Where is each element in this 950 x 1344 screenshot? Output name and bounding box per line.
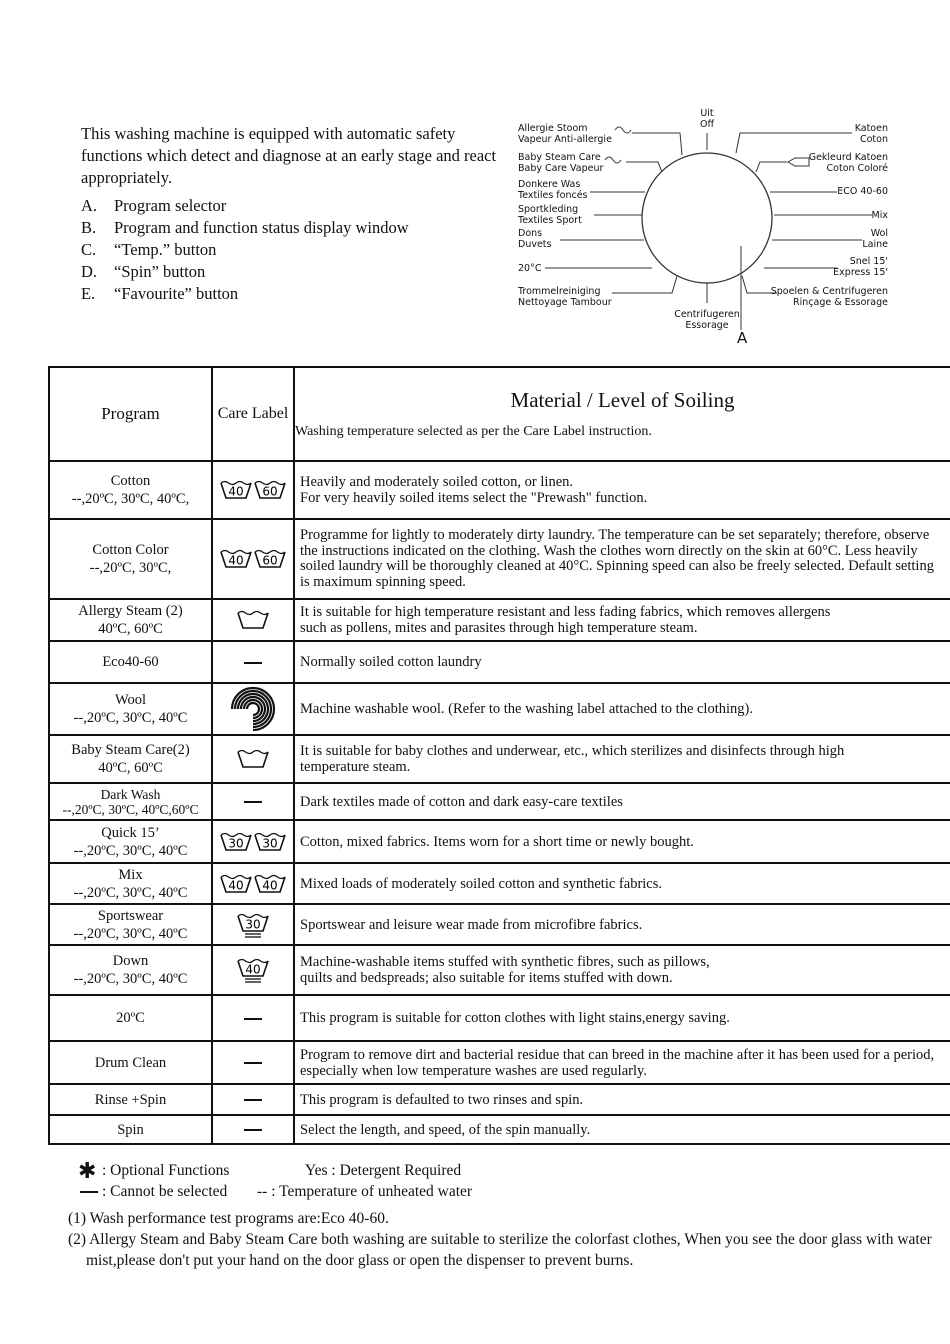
- list-text: “Spin” button: [114, 262, 206, 281]
- wash-tub-40-icon: [236, 957, 270, 983]
- dial-label-fr: Nettoyage Tambour: [518, 297, 612, 308]
- svg-text:30: 30: [245, 917, 261, 931]
- program-name: Cotton Color: [92, 542, 169, 558]
- header-program: Program: [49, 367, 212, 461]
- program-cell: [49, 904, 212, 945]
- program-temps: --,20ºC, 30ºC, 40ºC,: [71, 491, 190, 507]
- list-letter: E.: [81, 284, 96, 303]
- svg-text:40: 40: [228, 878, 244, 892]
- wash-tub-30-icon: [219, 831, 253, 853]
- dial-label-left: [518, 228, 551, 250]
- dial-label-left: [518, 152, 603, 174]
- description-cell: This program is defaulted to two rinses and spin.: [294, 1084, 950, 1115]
- program-temps: --,20ºC, 30ºC, 40ºC: [73, 842, 188, 859]
- program-cell: [49, 820, 212, 863]
- dial-label-fr: Baby Care Vapeur: [518, 163, 604, 174]
- svg-text:30: 30: [228, 836, 244, 850]
- dial-label-fr: Textiles Sport: [518, 215, 582, 226]
- care-label-cell: [212, 1041, 294, 1084]
- footer-notes: [68, 1160, 938, 1271]
- dial-label-left: [518, 123, 612, 145]
- list-text: Program selector: [114, 196, 227, 215]
- dial-label-left: [518, 204, 582, 226]
- program-table: [48, 366, 950, 1145]
- component-list-item: [81, 261, 511, 283]
- wash-tub-30-icon: [253, 831, 287, 853]
- program-name: Wool: [114, 692, 147, 708]
- dial-label-fr: Express 15': [833, 267, 888, 278]
- legend-optional: : Optional Functions: [102, 1162, 230, 1179]
- description-cell: It is suitable for baby clothes and underwear, etc., which sterilizes and disinfects through high temperature steam.: [294, 735, 950, 783]
- program-name: Spin: [117, 1121, 144, 1138]
- table-row: [49, 783, 950, 820]
- svg-text:40: 40: [262, 878, 278, 892]
- program-cell: [49, 461, 212, 519]
- dial-off-fr: Off: [699, 119, 715, 130]
- legend-cannot: : Cannot be selected: [102, 1183, 228, 1200]
- svg-text:40: 40: [228, 484, 244, 499]
- wash-tub-40-icon: [219, 479, 253, 501]
- list-letter: B.: [81, 218, 97, 237]
- wash-tub-60-icon: [253, 479, 287, 501]
- program-temps: --,20ºC, 30ºC, 40ºC: [73, 710, 188, 726]
- dial-label-nl: Snel 15': [849, 256, 888, 267]
- note-2: (2) Allergy Steam and Baby Steam Care both washing are suitable to sterilize the colorfast clothes, When you see the door glass with water mist,please don't put your hand on the door glass or open the dispenser to prevent burns.: [68, 1231, 932, 1269]
- table-row: [49, 683, 950, 735]
- program-selector-knob: [642, 153, 772, 283]
- list-text: “Temp.” button: [114, 240, 217, 259]
- program-temps: --,20ºC, 30ºC, 40ºC: [73, 925, 188, 942]
- dial-label-nl: Trommelreiniging: [518, 286, 601, 297]
- program-dial-diagram: [512, 100, 950, 355]
- table-row: [49, 461, 950, 519]
- not-applicable-dash-icon: [244, 801, 262, 803]
- intro-paragraph: This washing machine is equipped with automatic safety functions which detect and diagnose at an early stage and react appropriately.: [81, 124, 497, 187]
- dial-label-right: [837, 186, 888, 197]
- dial-label-fr: Laine: [862, 239, 888, 250]
- table-row: [49, 1041, 950, 1084]
- program-name: Sportswear: [97, 907, 164, 924]
- list-letter: C.: [81, 240, 97, 259]
- dial-label-nl: Wol: [870, 228, 888, 239]
- program-name: Allergy Steam (2): [78, 603, 183, 619]
- dial-label-nl: Mix: [871, 210, 888, 221]
- program-cell: [49, 783, 212, 820]
- care-label-cell: [212, 683, 294, 735]
- program-name: Cotton: [110, 473, 151, 489]
- care-label-cell: [212, 735, 294, 783]
- intro-section: [81, 123, 511, 305]
- description-cell: Machine washable wool. (Refer to the washing label attached to the clothing).: [294, 683, 950, 735]
- program-name: Mix: [118, 866, 143, 883]
- dial-label-nl: 20°C: [518, 263, 542, 274]
- wash-tub-30-icon: [236, 912, 270, 938]
- description-cell: Machine-washable items stuffed with synthetic fibres, such as pillows, quilts and bedspreads; also suitable for items stuffed with down.: [294, 945, 950, 995]
- table-row: [49, 904, 950, 945]
- list-text: Program and function status display window: [114, 218, 409, 237]
- program-name: Dark Wash: [100, 786, 161, 802]
- description-cell: Sportswear and leisure wear made from microfibre fabrics.: [294, 904, 950, 945]
- description-cell: Program to remove dirt and bacterial residue that can breed in the machine after it has been used for a period, especially when low temperature washes are used regularly.: [294, 1041, 950, 1084]
- dial-label-nl: Spoelen & Centrifugeren: [770, 286, 888, 297]
- list-letter: D.: [81, 262, 98, 281]
- dial-spin-fr: Essorage: [685, 320, 729, 331]
- description-cell: Cotton, mixed fabrics. Items worn for a short time or newly bought.: [294, 820, 950, 863]
- program-name: Drum Clean: [94, 1054, 167, 1071]
- not-applicable-dash-icon: [244, 1129, 262, 1131]
- program-cell: [49, 683, 212, 735]
- care-label-cell: [212, 995, 294, 1041]
- description-cell: It is suitable for high temperature resistant and less fading fabrics, which removes allergens such as pollens, mites and parasites through high temperature steam.: [294, 599, 950, 641]
- care-label-cell: [212, 519, 294, 599]
- program-cell: [49, 599, 212, 641]
- component-list-item: [81, 195, 511, 217]
- component-list-item: [81, 283, 511, 305]
- steam-wash-tub-icon: [236, 748, 270, 770]
- table-row: [49, 1084, 950, 1115]
- program-cell: [49, 945, 212, 995]
- wool-mark-icon: [230, 687, 276, 731]
- care-label-cell: [212, 1115, 294, 1144]
- care-label-cell: [212, 863, 294, 904]
- dial-label-right: [855, 123, 888, 145]
- program-temps: --,20ºC, 30ºC, 40ºC: [73, 884, 188, 901]
- list-letter: A.: [81, 196, 98, 215]
- dial-label-nl: Gekleurd Katoen: [808, 152, 888, 163]
- cannot-select-dash-icon: [80, 1191, 98, 1193]
- svg-text:60: 60: [262, 484, 278, 499]
- description-cell: Programme for lightly to moderately dirty laundry. The temperature can be set separately; therefore, observe the instructions indicated on the clothing. Wash the clothes worn directly on the skin at 60°C. Less heavily soiled laundry will be thoroughly cleaned at 40°C. Spinning speed can also be freely selected. Default setting is maximum spinning speed.: [294, 519, 950, 599]
- table-row: [49, 995, 950, 1041]
- header-care-label: Care Label: [212, 367, 294, 461]
- description-cell: Dark textiles made of cotton and dark easy-care textiles: [294, 783, 950, 820]
- care-label-cell: [212, 945, 294, 995]
- header-material: Material / Level of Soiling: [510, 388, 735, 412]
- wash-tub-40-icon: [219, 873, 253, 895]
- dial-label-nl: Allergie Stoom: [518, 123, 588, 134]
- list-text: “Favourite” button: [114, 284, 239, 303]
- program-cell: [49, 1084, 212, 1115]
- care-label-cell: [212, 599, 294, 641]
- dial-label-left: [518, 263, 541, 274]
- dial-label-nl: ECO 40-60: [837, 186, 888, 197]
- program-name: Quick 15’: [101, 824, 160, 841]
- dial-label-nl: Sportkleding: [518, 204, 579, 215]
- table-row: [49, 735, 950, 783]
- program-cell: [49, 641, 212, 683]
- table-row: [49, 863, 950, 904]
- header-subtitle: Washing temperature selected as per the Care Label instruction.: [295, 424, 652, 439]
- steam-wash-tub-icon: [236, 609, 270, 631]
- table-header-row: [49, 367, 950, 461]
- not-applicable-dash-icon: [244, 1018, 262, 1020]
- svg-text:40: 40: [228, 553, 244, 568]
- dial-off-nl: Uit: [700, 108, 714, 119]
- dial-label-nl: Baby Steam Care: [518, 152, 601, 163]
- program-cell: [49, 995, 212, 1041]
- dial-label-fr: Coton Coloré: [826, 163, 888, 174]
- wash-tub-40-icon: [253, 873, 287, 895]
- program-cell: [49, 1115, 212, 1144]
- care-label-cell: [212, 904, 294, 945]
- dial-label-right: [872, 210, 888, 221]
- component-list-item: [81, 217, 511, 239]
- care-label-cell: [212, 820, 294, 863]
- legend-unheated: -- : Temperature of unheated water: [257, 1183, 473, 1200]
- table-row: [49, 519, 950, 599]
- program-name: Down: [112, 953, 149, 969]
- note-1: (1) Wash performance test programs are:Eco 40-60.: [68, 1210, 389, 1227]
- table-row: [49, 599, 950, 641]
- table-row: [49, 945, 950, 995]
- care-label-cell: [212, 783, 294, 820]
- dial-marker-a: A: [737, 329, 748, 347]
- program-temps: --,20ºC, 30ºC, 40ºC: [73, 971, 188, 987]
- not-applicable-dash-icon: [244, 1062, 262, 1064]
- program-temps: 40ºC, 60ºC: [98, 760, 163, 776]
- svg-text:30: 30: [262, 836, 278, 850]
- dial-label-left: [518, 179, 588, 201]
- dial-label-right: [771, 286, 888, 308]
- description-cell: Normally soiled cotton laundry: [294, 641, 950, 683]
- dial-label-left: [518, 286, 612, 308]
- description-cell: Heavily and moderately soiled cotton, or linen. For very heavily soiled items select the "Prewash" function.: [294, 461, 950, 519]
- component-list: [81, 195, 511, 305]
- dial-label-fr: Textiles foncés: [518, 190, 588, 201]
- dial-spin-nl: Centrifugeren: [674, 309, 740, 320]
- dial-label-fr: Duvets: [518, 239, 552, 250]
- table-row: [49, 1115, 950, 1144]
- description-cell: Mixed loads of moderately soiled cotton and synthetic fabrics.: [294, 863, 950, 904]
- care-label-cell: [212, 641, 294, 683]
- program-temps: 40ºC, 60ºC: [98, 621, 163, 637]
- table-row: [49, 641, 950, 683]
- program-temps: --,20ºC, 30ºC,: [89, 560, 172, 576]
- dial-label-nl: Donkere Was: [518, 179, 581, 190]
- dial-label-nl: Katoen: [854, 123, 888, 134]
- dial-label-right: [833, 256, 888, 278]
- program-name: 20ºC: [116, 1010, 145, 1026]
- svg-text:60: 60: [262, 553, 278, 568]
- dial-label-fr: Vapeur Anti-allergie: [518, 134, 612, 145]
- legend-detergent: Yes : Detergent Required: [305, 1162, 462, 1179]
- not-applicable-dash-icon: [244, 1099, 262, 1101]
- dial-label-right: [809, 152, 888, 174]
- program-name: Eco40-60: [102, 654, 159, 670]
- dial-label-right: [862, 228, 888, 250]
- program-cell: [49, 735, 212, 783]
- dial-label-fr: Coton: [859, 134, 888, 145]
- wash-tub-60-icon: [253, 548, 287, 570]
- optional-star-icon: ✱: [78, 1158, 97, 1183]
- svg-text:40: 40: [245, 962, 261, 977]
- care-label-cell: [212, 461, 294, 519]
- description-cell: Select the length, and speed, of the spin manually.: [294, 1115, 950, 1144]
- not-applicable-dash-icon: [244, 662, 262, 664]
- component-list-item: [81, 239, 511, 261]
- description-cell: This program is suitable for cotton clothes with light stains,energy saving.: [294, 995, 950, 1041]
- program-temps: --,20ºC, 30ºC, 40ºC,60ºC: [62, 801, 199, 817]
- dial-label-nl: Dons: [518, 228, 543, 239]
- wash-tub-40-icon: [219, 548, 253, 570]
- care-label-cell: [212, 1084, 294, 1115]
- program-name: Rinse +Spin: [94, 1091, 167, 1108]
- program-name: Baby Steam Care(2): [71, 742, 190, 758]
- table-row: [49, 820, 950, 863]
- dial-label-fr: Rinçage & Essorage: [793, 297, 888, 308]
- program-cell: [49, 519, 212, 599]
- program-cell: [49, 1041, 212, 1084]
- program-cell: [49, 863, 212, 904]
